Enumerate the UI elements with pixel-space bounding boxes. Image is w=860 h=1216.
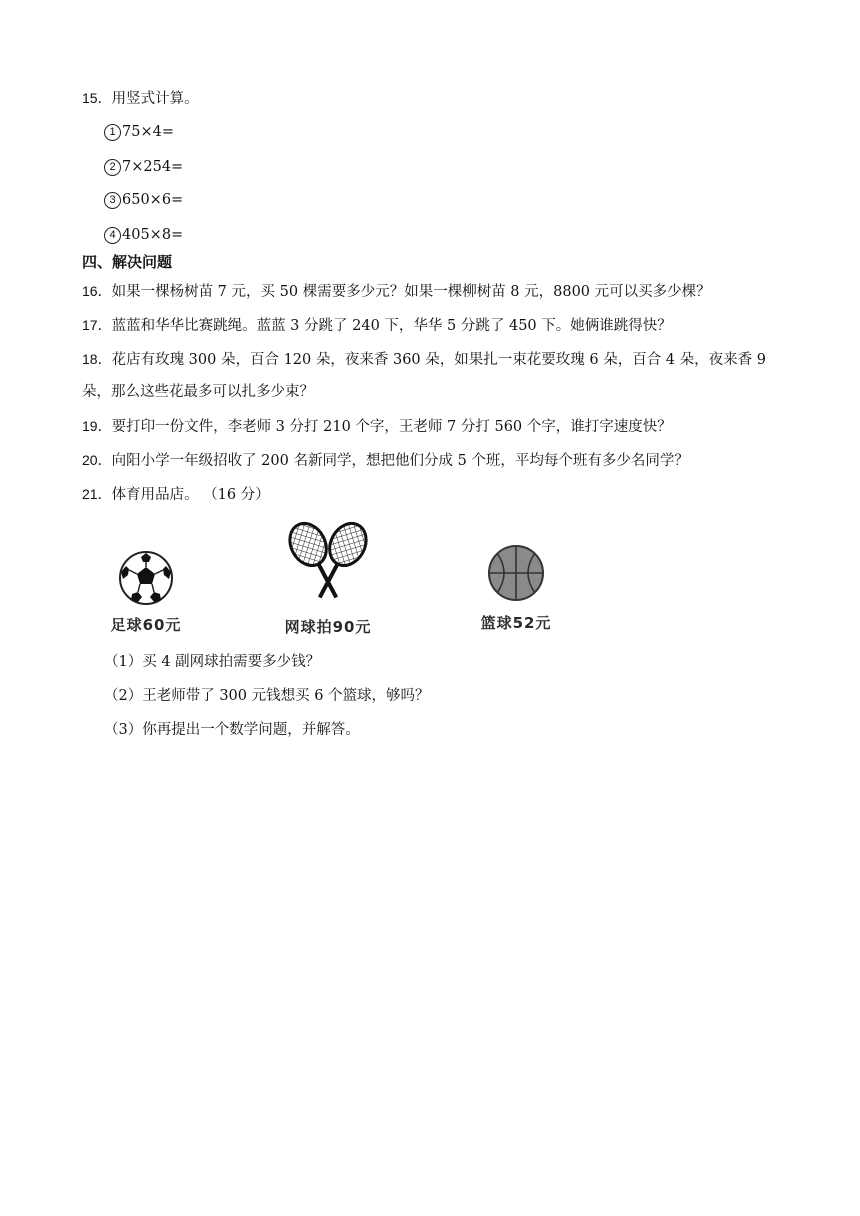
basketball-icon: [487, 544, 545, 602]
circled-mark-3: 3: [104, 192, 121, 209]
section-heading: 四、解决问题: [82, 253, 173, 271]
q18-text-2: 朵，那么这些花最多可以扎多少束？: [82, 384, 314, 400]
q15-expr-2: 7×254=: [122, 159, 184, 175]
circled-mark-2: 2: [104, 159, 121, 176]
q19-text: 要打印一份文件，李老师 3 分打 210 个字，王老师 7 分打 560 个字，谁打字速度快？: [111, 419, 672, 435]
subquestion-2: （2）王老师带了 300 元钱想买 6 个篮球，够吗？: [104, 688, 430, 704]
subquestion-1: （1）买 4 副网球拍需要多少钱？: [104, 654, 321, 670]
q16-line: [82, 281, 711, 302]
q17-text: 蓝蓝和华华比赛跳绳。蓝蓝 3 分跳了 240 下，华华 5 分跳了 450 下。她俩谁跳得快？: [111, 318, 672, 334]
q17-line: [82, 315, 672, 336]
circled-mark-1: 1: [104, 124, 121, 141]
q20-line: [82, 450, 689, 471]
q15-item-3: [104, 190, 183, 210]
store-item-soccer: [104, 550, 188, 635]
q20-text: 向阳小学一年级招收了 200 名新同学，想把他们分成 5 个班，平均每个班有多少名同学？: [111, 453, 689, 469]
q17-number: 17．: [82, 317, 112, 333]
subquestion-3: （3）你再提出一个数学问题，并解答。: [104, 722, 360, 738]
q19-line: [82, 416, 672, 437]
q20-number: 20．: [82, 452, 112, 468]
q21-text: 体育用品店。 （16 分）: [111, 487, 270, 503]
soccer-ball-icon: [118, 550, 174, 606]
tennis-racket-icon: [280, 518, 376, 610]
q15-title: 用竖式计算。: [111, 91, 199, 107]
q15-item-1: [104, 122, 174, 142]
q15-number: 15．: [82, 90, 112, 106]
store-item-racket: [272, 518, 384, 637]
q15-expr-4: 405×8=: [122, 227, 184, 243]
q15-expr-1: 75×4=: [122, 124, 174, 140]
q18-line-1: [82, 349, 766, 370]
q16-text: 如果一棵杨树苗 7 元，买 50 棵需要多少元？如果一棵柳树苗 8 元，8800 元可以买多少棵？: [111, 284, 711, 300]
basketball-caption: 篮球52元: [480, 614, 552, 632]
q18-text-1: 花店有玫瑰 300 朵，百合 120 朵，夜来香 360 朵，如果扎一束花要玫瑰 6 朵，百合 4 朵，夜来香 9: [111, 352, 766, 368]
store-item-basketball: [474, 544, 558, 633]
q15-item-2: [104, 157, 183, 177]
q19-number: 19．: [82, 418, 112, 434]
q18-line-2: [82, 382, 314, 402]
q16-number: 16．: [82, 283, 112, 299]
circled-mark-4: 4: [104, 227, 121, 244]
q21-line: [82, 484, 270, 505]
q18-number: 18．: [82, 351, 112, 367]
q15-line: [82, 88, 199, 109]
q15-expr-3: 650×6=: [122, 192, 184, 208]
q15-item-4: [104, 225, 183, 245]
racket-caption: 网球拍90元: [284, 618, 372, 636]
q21-number: 21．: [82, 486, 112, 502]
soccer-caption: 足球60元: [110, 616, 182, 634]
